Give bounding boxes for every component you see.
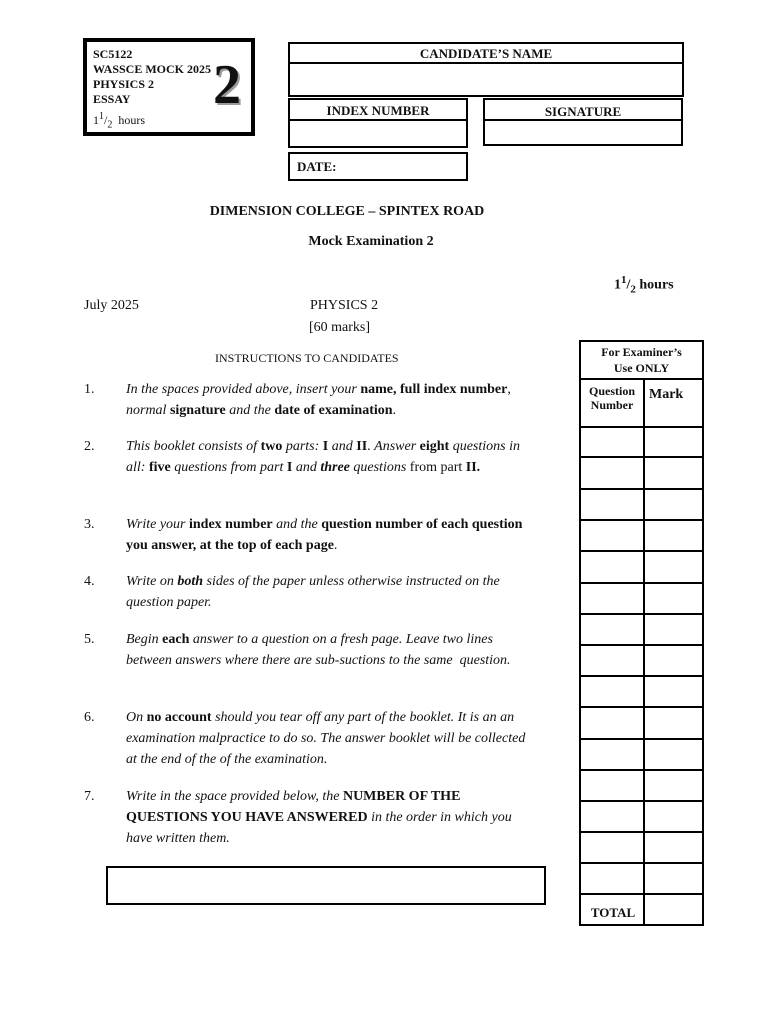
divider xyxy=(485,119,681,121)
mark-cell[interactable] xyxy=(645,428,702,457)
signature-label: SIGNATURE xyxy=(544,104,622,119)
signature-box[interactable] xyxy=(483,98,683,146)
question-number-cell[interactable] xyxy=(581,615,641,644)
question-number-cell[interactable] xyxy=(581,490,641,519)
question-number-cell[interactable] xyxy=(581,833,641,862)
mark-header: Mark xyxy=(649,387,684,402)
mark-cell[interactable] xyxy=(645,646,702,675)
instruction-number: 1. xyxy=(84,382,95,397)
instruction-number: 4. xyxy=(84,574,95,589)
mark-cell[interactable] xyxy=(645,521,702,550)
mark-cell[interactable] xyxy=(645,771,702,800)
exam-duration: $1^1/_2$ hours xyxy=(614,274,674,296)
instruction-item xyxy=(84,379,544,429)
instruction-item xyxy=(84,514,544,558)
index-number-label: INDEX NUMBER xyxy=(326,103,430,118)
exam-series: WASSCE MOCK 2025 xyxy=(93,62,212,76)
instruction-item xyxy=(84,707,544,771)
mark-cell[interactable] xyxy=(645,895,702,924)
question-number-cell[interactable] xyxy=(581,646,641,675)
question-number-cell[interactable] xyxy=(581,771,641,800)
question-number-cell[interactable] xyxy=(581,864,641,893)
paper-subject: PHYSICS 2 xyxy=(93,77,155,91)
mark-cell[interactable] xyxy=(645,458,702,487)
instruction-item xyxy=(84,629,544,693)
mark-cell[interactable] xyxy=(645,740,702,769)
instruction-number: 6. xyxy=(84,710,95,725)
exam-title: Mock Examination 2 xyxy=(308,234,434,249)
question-number-cell[interactable] xyxy=(581,458,641,487)
date-box[interactable] xyxy=(288,152,468,181)
instruction-text: On no account should you tear off any part of the booklet. It is an an examination malpractice to do so. The answer booklet will be collected at the end of the of the examination. xyxy=(126,710,526,767)
candidate-name-label: CANDIDATE’S NAME xyxy=(419,46,553,61)
mark-cell[interactable] xyxy=(645,552,702,581)
instruction-text: Write your index number and the question number of each question you answer, at the top of each page. xyxy=(126,517,523,553)
question-number-cell[interactable] xyxy=(581,708,641,737)
mark-cell[interactable] xyxy=(645,833,702,862)
question-number-cell[interactable] xyxy=(581,521,641,550)
instruction-text: This booklet consists of two parts: I and II. Answer eight questions in all: five questions from part I and three questions from part II. xyxy=(126,439,520,475)
mark-cell[interactable] xyxy=(645,864,702,893)
total-label: TOTAL xyxy=(590,905,636,920)
instruction-text: Begin each answer to a question on a fresh page. Leave two lines between answers where there are sub-suctions to the same question. xyxy=(126,632,511,668)
mark-cell[interactable] xyxy=(645,677,702,706)
instruction-item xyxy=(84,436,544,500)
question-number-cell[interactable] xyxy=(581,677,641,706)
school-name: DIMENSION COLLEGE – SPINTEX ROAD xyxy=(209,204,485,219)
divider xyxy=(581,378,702,380)
mark-cell[interactable] xyxy=(645,490,702,519)
question-number-cell[interactable] xyxy=(581,552,641,581)
subject-name: PHYSICS 2 xyxy=(310,298,379,313)
total-marks: [60 marks] xyxy=(309,320,371,335)
exam-date: July 2025 xyxy=(84,298,139,313)
answered-questions-input[interactable] xyxy=(106,866,546,905)
paper-code: SC5122 xyxy=(93,47,133,61)
instruction-text: Write on both sides of the paper unless otherwise instructed on the question paper. xyxy=(126,574,500,610)
instruction-item xyxy=(84,571,544,615)
index-number-box[interactable] xyxy=(288,98,468,148)
instruction-number: 3. xyxy=(84,517,95,532)
examiner-table xyxy=(579,340,704,926)
instruction-text: Write in the space provided below, the NUMBER OF THE QUESTIONS YOU HAVE ANSWERED in the order in which you have written them. xyxy=(126,789,512,846)
question-number-cell[interactable] xyxy=(581,740,641,769)
paper-duration: $1^1/_2$ hours xyxy=(93,111,146,131)
candidate-name-box[interactable] xyxy=(288,42,684,97)
question-number-header: Question Number xyxy=(588,384,635,412)
paper-number: 2 xyxy=(213,54,241,116)
instruction-number: 5. xyxy=(84,632,95,647)
mark-cell[interactable] xyxy=(645,584,702,613)
paper-code-lines xyxy=(93,47,211,132)
instruction-text: In the spaces provided above, insert your name, full index number, normal signature and the date of examination. xyxy=(126,382,511,418)
paper-code-box xyxy=(83,38,255,136)
date-label: DATE: xyxy=(297,159,337,174)
mark-cell[interactable] xyxy=(645,708,702,737)
instruction-number: 7. xyxy=(84,789,95,804)
question-number-cell[interactable] xyxy=(581,802,641,831)
question-number-cell[interactable] xyxy=(581,584,641,613)
paper-type: ESSAY xyxy=(93,92,131,106)
instruction-item xyxy=(84,786,544,850)
divider xyxy=(290,119,466,121)
question-number-cell[interactable] xyxy=(581,428,641,457)
divider xyxy=(290,62,682,64)
mark-cell[interactable] xyxy=(645,615,702,644)
instructions-title: INSTRUCTIONS TO CANDIDATES xyxy=(215,351,399,365)
examiner-table-title: For Examiner’s Use ONLY xyxy=(601,345,682,375)
instruction-number: 2. xyxy=(84,439,95,454)
mark-cell[interactable] xyxy=(645,802,702,831)
